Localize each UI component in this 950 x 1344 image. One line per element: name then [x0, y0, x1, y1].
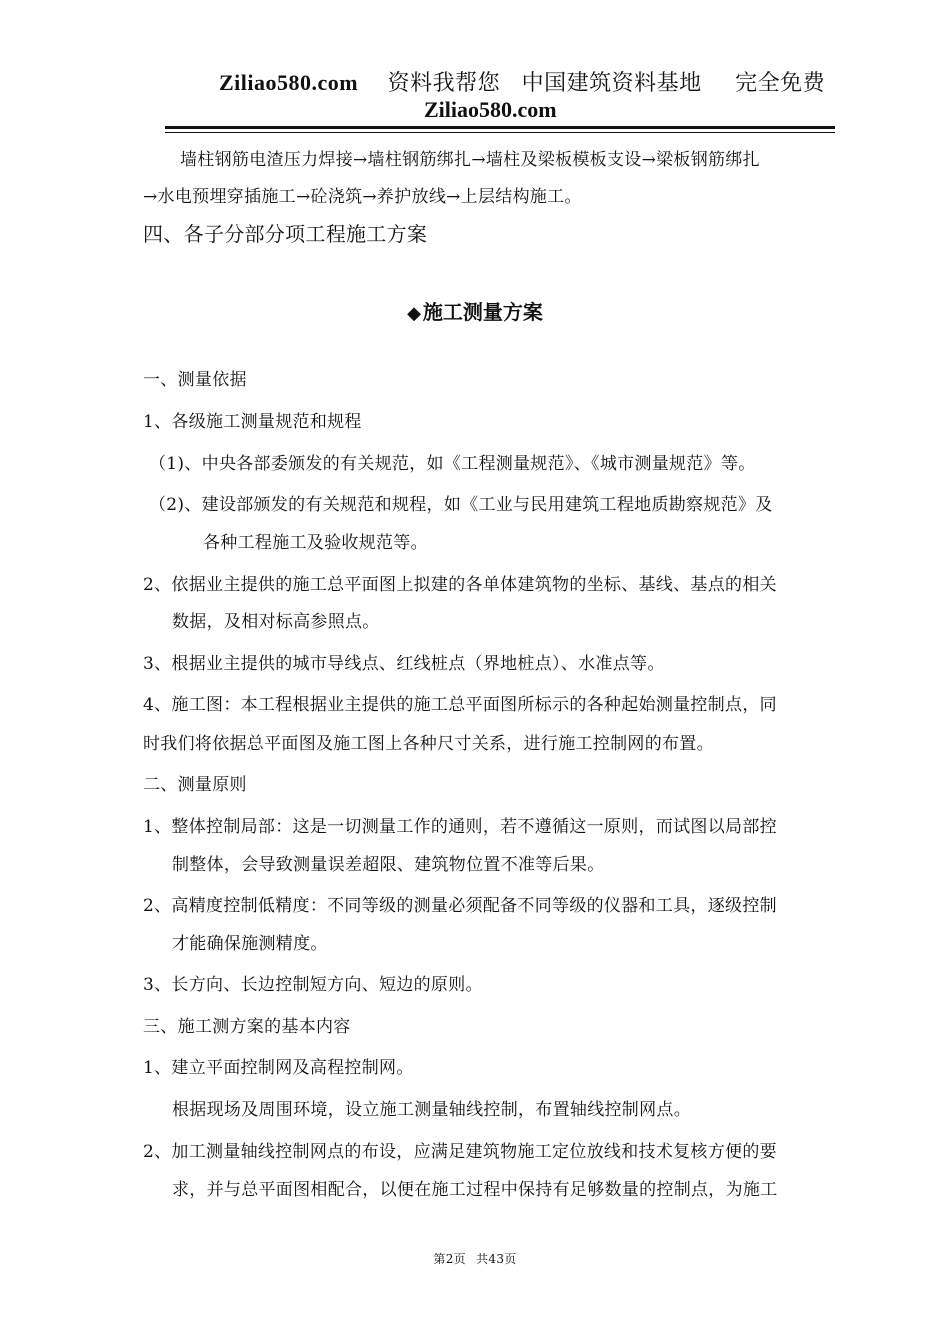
flow-line-1: 墙柱钢筋电渣压力焊接→墙柱钢筋绑扎→墙柱及梁板模板支设→梁板钢筋绑扎: [180, 150, 760, 170]
header-rule-thick: [165, 126, 835, 129]
principle-3: 3、长方向、长边控制短方向、短边的原则。: [143, 975, 483, 995]
page-total: 共43页: [476, 1252, 517, 1266]
header-site-name: Ziliao580.com: [219, 70, 359, 95]
header-site-name-2: Ziliao580.com: [424, 97, 557, 122]
section-heading-4: 四、各子分部分项工程施工方案: [143, 222, 428, 246]
flow-line-2: →水电预埋穿插施工→砼浇筑→养护放线→上层结构施工。: [143, 187, 582, 207]
heading-3: 三、施工测方案的基本内容: [143, 1017, 351, 1037]
item-2-line-1: 2、依据业主提供的施工总平面图上拟建的各单体建筑物的坐标、基线、基点的相关: [143, 575, 777, 595]
subtitle: [0, 296, 950, 325]
item-1-2-line-1: （2)、建设部颁发的有关规范和规程，如《工业与民用建筑工程地质勘察规范》及: [149, 495, 773, 515]
header-slogan-2: 中国建筑资料基地: [521, 71, 702, 96]
principle-1-line-2: 制整体，会导致测量误差超限、建筑物位置不准等后果。: [172, 855, 605, 875]
item-1: 1、各级施工测量规范和规程: [143, 412, 362, 432]
item-2-line-2: 数据，及相对标高参照点。: [172, 612, 380, 632]
page-footer: [0, 1250, 950, 1267]
item-4-line-2: 时我们将依据总平面图及施工图上各种尺寸关系，进行施工控制网的布置。: [143, 734, 714, 754]
header-slogan-1: 资料我帮您: [387, 71, 501, 96]
item-3: 3、根据业主提供的城市导线点、红线桩点（界地桩点）、水准点等。: [143, 654, 665, 674]
content-2-line-1: 2、加工测量轴线控制网点的布设，应满足建筑物施工定位放线和技术复核方便的要: [143, 1142, 777, 1162]
item-4-line-1: 4、施工图：本工程根据业主提供的施工总平面图所标示的各种起始测量控制点，同: [143, 695, 777, 715]
header-rule-thin: [165, 132, 835, 133]
subtitle-text: 施工测量方案: [422, 300, 543, 324]
heading-2: 二、测量原则: [143, 775, 247, 795]
item-1-1: （1)、中央各部委颁发的有关规范，如《工程测量规范》、《城市测量规范》等。: [149, 454, 756, 474]
header-banner: [219, 66, 825, 97]
item-1-2-line-2: 各种工程施工及验收规范等。: [203, 533, 428, 553]
content-2-line-2: 求，并与总平面图相配合，以便在施工过程中保持有足够数量的控制点，为施工: [172, 1180, 778, 1200]
diamond-icon: ◆: [407, 303, 421, 324]
header-slogan-3: 完全免费: [735, 71, 826, 96]
content-1-desc: 根据现场及周围环境，设立施工测量轴线控制，布置轴线控制网点。: [172, 1100, 691, 1120]
page-number: 第2页: [433, 1252, 466, 1266]
principle-2-line-2: 才能确保施测精度。: [172, 934, 328, 954]
heading-1: 一、测量依据: [143, 370, 247, 390]
content-1: 1、建立平面控制网及高程控制网。: [143, 1058, 414, 1078]
principle-1-line-1: 1、整体控制局部：这是一切测量工作的通则，若不遵循这一原则，而试图以局部控: [143, 817, 777, 837]
principle-2-line-1: 2、高精度控制低精度：不同等级的测量必须配备不同等级的仪器和工具，逐级控制: [143, 896, 777, 916]
